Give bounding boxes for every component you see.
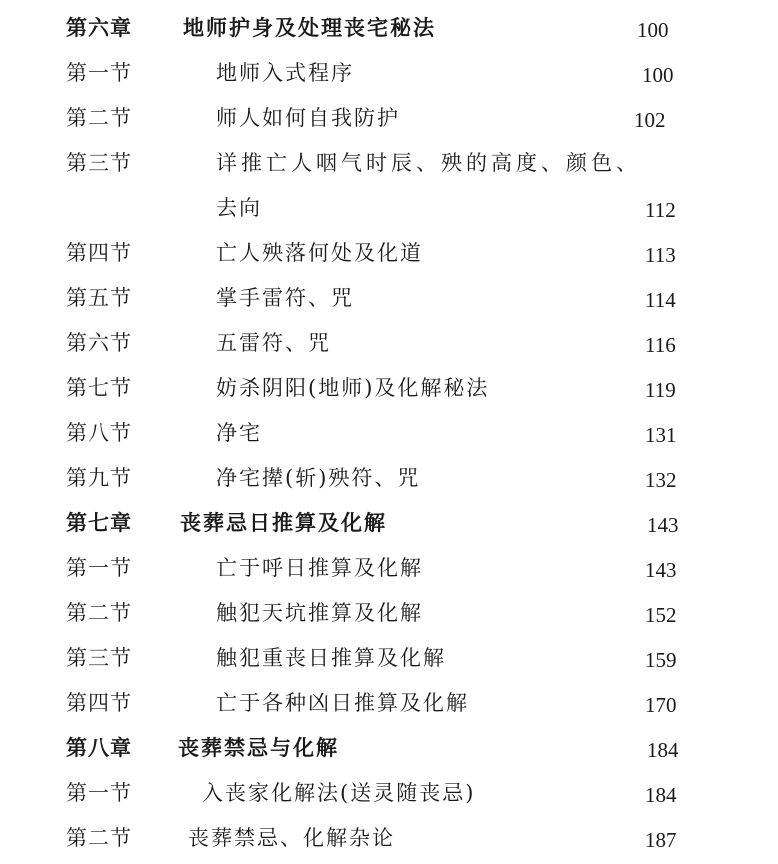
toc-entry-section[interactable]	[0, 593, 778, 633]
dot-leader	[448, 458, 638, 498]
toc-entry-label: 第七章	[66, 510, 132, 535]
dot-leader	[437, 233, 638, 273]
toc-entry-section[interactable]	[0, 818, 778, 858]
toc-entry-page: 112	[645, 198, 676, 222]
toc-entry-page: 159	[645, 648, 677, 672]
toc-entry-page: 187	[645, 828, 677, 852]
toc-entry-page: 113	[645, 243, 676, 267]
toc-entry-title: 亡人殃落何处及化道	[216, 241, 423, 265]
toc-entry-title: 师人如何自我防护	[216, 106, 400, 130]
toc-entry-title: 掌手雷符、咒	[216, 286, 354, 310]
toc-entry-page: 184	[647, 738, 679, 762]
dot-leader	[460, 8, 632, 48]
dot-leader	[522, 773, 638, 813]
toc-entry-section[interactable]	[0, 683, 778, 723]
toc-entry-label: 第六节	[66, 331, 132, 355]
toc-entry-label: 第二节	[66, 601, 132, 625]
dot-leader	[355, 728, 633, 768]
toc-entry-section[interactable]	[0, 278, 778, 318]
toc-entry-page: 152	[645, 603, 677, 627]
dot-leader	[488, 683, 638, 723]
toc-entry-section[interactable]	[0, 98, 778, 138]
toc-entry-chapter-7[interactable]	[0, 503, 778, 543]
toc-entry-section[interactable]	[0, 323, 778, 363]
toc-entry-title: 地师入式程序	[216, 61, 354, 85]
toc-entry-label: 第三节	[66, 151, 132, 175]
dot-leader	[342, 323, 638, 363]
dot-leader	[462, 638, 638, 678]
dot-leader	[405, 503, 633, 543]
toc-entry-title: 五雷符、咒	[216, 331, 331, 355]
toc-entry-page: 143	[647, 513, 679, 537]
toc-entry-page: 170	[645, 693, 677, 717]
toc-entry-page: 184	[645, 783, 677, 807]
toc-entry-page: 143	[645, 558, 677, 582]
dot-leader	[437, 548, 638, 588]
toc-entry-label: 第二节	[66, 826, 132, 850]
toc-entry-section[interactable]	[0, 143, 778, 228]
toc-entry-title: 详推亡人咽气时辰、殃的高度、颜色、	[216, 151, 641, 175]
toc-entry-section[interactable]	[0, 548, 778, 588]
toc-entry-chapter-6[interactable]	[0, 8, 778, 48]
toc-entry-section[interactable]	[0, 773, 778, 813]
toc-entry-title: 妨杀阴阳(地师)及化解秘法	[216, 376, 490, 400]
toc-entry-section[interactable]	[0, 413, 778, 453]
toc-entry-section[interactable]	[0, 53, 778, 93]
toc-entry-page: 100	[637, 18, 669, 42]
toc-entry-label: 第一节	[66, 556, 132, 580]
toc-entry-title: 净宅	[216, 421, 262, 445]
toc-entry-chapter-8[interactable]	[0, 728, 778, 768]
dot-leader	[437, 593, 638, 633]
toc-entry-title: 入丧家化解法(送灵随丧忌)	[202, 781, 476, 805]
toc-entry-label: 第四节	[66, 241, 132, 265]
toc-entry-label: 第三节	[66, 646, 132, 670]
toc-entry-title: 亡于呼日推算及化解	[216, 556, 423, 580]
toc-entry-section[interactable]	[0, 233, 778, 273]
toc-entry-label: 第九节	[66, 466, 132, 490]
toc-entry-page: 102	[634, 108, 666, 132]
dot-leader	[412, 98, 622, 138]
toc-entry-label: 第五节	[66, 286, 132, 310]
dot-leader	[412, 818, 638, 858]
toc-entry-title: 亡于各种凶日推算及化解	[216, 691, 469, 715]
toc-entry-label: 第一节	[66, 781, 132, 805]
toc-entry-label: 第六章	[66, 15, 132, 40]
dot-leader	[266, 188, 638, 228]
toc-entry-page: 131	[645, 423, 677, 447]
toc-entry-page: 114	[645, 288, 676, 312]
toc-entry-title: 净宅撵(斩)殃符、咒	[216, 466, 421, 490]
toc-entry-page: 100	[642, 63, 674, 87]
toc-entry-title: 丧葬忌日推算及化解	[180, 510, 387, 535]
dot-leader	[368, 53, 638, 93]
toc-entry-title: 丧葬禁忌与化解	[178, 735, 339, 760]
toc-entry-title-continuation: 去向	[216, 196, 262, 220]
dot-leader	[266, 413, 638, 453]
toc-entry-label: 第八节	[66, 421, 132, 445]
toc-entry-title: 触犯天坑推算及化解	[216, 601, 423, 625]
dot-leader	[520, 368, 638, 408]
dot-leader	[366, 278, 638, 318]
toc-entry-title: 丧葬禁忌、化解杂论	[188, 826, 395, 850]
toc-entry-label: 第二节	[66, 106, 132, 130]
toc-entry-section[interactable]	[0, 368, 778, 408]
toc-entry-section[interactable]	[0, 458, 778, 498]
toc-entry-label: 第四节	[66, 691, 132, 715]
toc-entry-label: 第一节	[66, 61, 132, 85]
toc-entry-label: 第八章	[66, 735, 132, 760]
toc-entry-title: 地师护身及处理丧宅秘法	[183, 15, 436, 40]
toc-entry-page: 119	[645, 378, 676, 402]
toc-entry-label: 第七节	[66, 376, 132, 400]
toc-entry-page: 132	[645, 468, 677, 492]
toc-entry-section[interactable]	[0, 638, 778, 678]
toc-entry-page: 116	[645, 333, 676, 357]
toc-entry-title: 触犯重丧日推算及化解	[216, 646, 446, 670]
